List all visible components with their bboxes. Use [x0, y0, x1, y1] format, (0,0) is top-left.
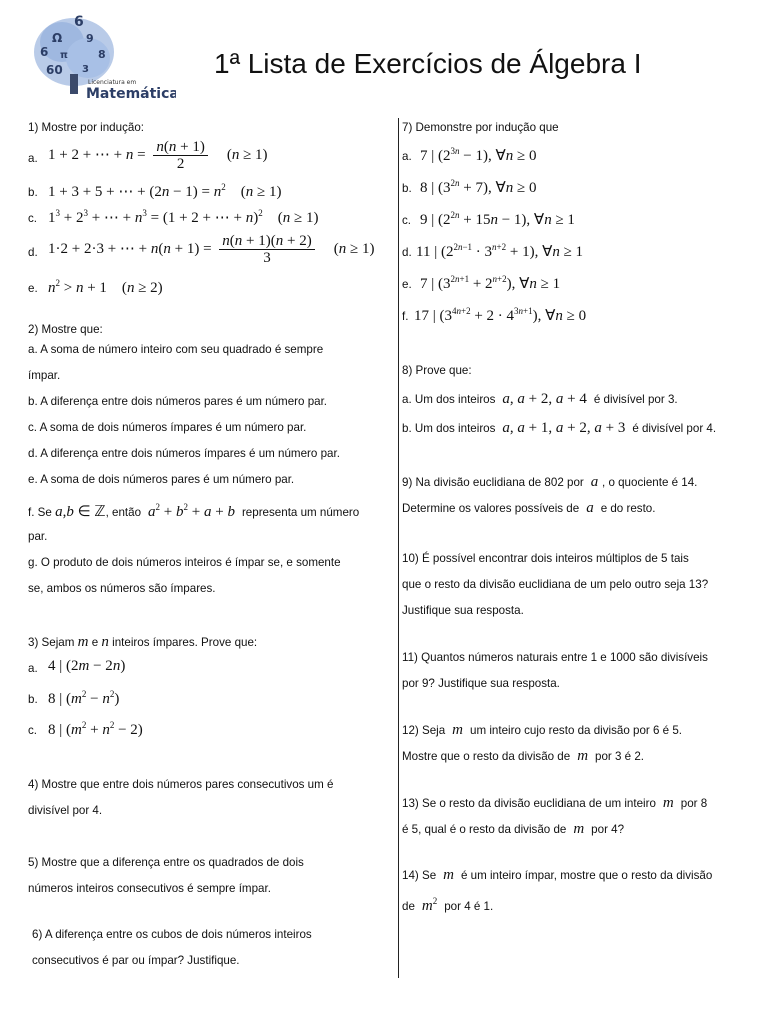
- q3-b-label: b.: [28, 693, 38, 706]
- q7-heading: 7) Demonstre por indução que: [402, 121, 559, 134]
- q1-e-label: e.: [28, 282, 38, 295]
- q12-line1: 12) Seja m um inteiro cujo resto da divisão por 6 é 5.: [402, 722, 683, 738]
- page-title: 1ª Lista de Exercícios de Álgebra I: [214, 48, 642, 79]
- q7-c-label: c.: [402, 214, 412, 227]
- tree-logo-icon: [26, 12, 176, 100]
- svg-text:6: 6: [40, 45, 49, 59]
- q3-c-label: c.: [28, 724, 38, 737]
- q2-d: d. A diferença entre dois números ímpares é um número par.: [28, 447, 340, 460]
- q4-line2: divisível por 4.: [28, 804, 103, 817]
- q1-d-label: d.: [28, 246, 38, 259]
- q3-c-formula: 8 | $(m^2 + n^2 - 2)$: [48, 720, 143, 738]
- q10-line3: Justifique sua resposta.: [402, 604, 524, 617]
- q7-b-label: b.: [402, 182, 412, 195]
- q10-line2: que o resto da divisão euclidiana de um pelo outro seja 13?: [402, 578, 709, 591]
- q1-a-label: a.: [28, 152, 38, 165]
- svg-text:8: 8: [98, 48, 106, 61]
- q13-line2: é 5, qual é o resto da divisão de m por 4?: [402, 821, 625, 837]
- q7-b-formula: 8 | $(3^{2n} + 7)$, ∀n ≥ 0: [420, 178, 537, 196]
- q14-line1: 14) Se m é um inteiro ímpar, mostre que o resto da divisão: [402, 867, 713, 883]
- q7-d-formula: 11 | $(2^{2n-1} \cdot 3^{n+2} + 1)$, ∀n ≥ 1: [416, 242, 584, 260]
- svg-text:6: 6: [74, 14, 84, 30]
- q8-a: a. Um dos inteiros a, a + 2, a + 4 é divisível por 3.: [402, 391, 678, 407]
- q1-c-formula: $1^3 + 2^3$ + ⋯ + $n^3 = (1 + 2$ + ⋯ + n)$^2$ (n ≥ 1): [48, 208, 319, 226]
- q7-f-label: f.: [402, 310, 409, 323]
- q3-b-formula: 8 | $(m^2 - n^2)$: [48, 689, 120, 707]
- q13-line1: 13) Se o resto da divisão euclidiana de um inteiro m por 8: [402, 795, 708, 811]
- svg-text:π: π: [60, 50, 68, 61]
- q11-line2: por 9? Justifique sua resposta.: [402, 677, 560, 690]
- q1-a-formula: 1 + 2 + ⋯ + n = $\frac{n(n + 1)}{2}$ (n ≥ 1): [48, 139, 268, 172]
- q6-line2: consecutivos é par ou ímpar? Justifique.: [32, 954, 240, 967]
- q5-line1: 5) Mostre que a diferença entre os quadrados de dois: [28, 856, 304, 869]
- q1-d-formula: 1·2 + 2·3 + ⋯ + n(n + 1) = $\frac{n(n + 1)(n + 2)}{3}$ (n ≥ 1): [48, 233, 375, 266]
- q2-a-line2: ímpar.: [28, 369, 61, 382]
- q9-line1: 9) Na divisão euclidiana de 802 por a , o quociente é 14.: [402, 474, 698, 490]
- q3-heading: 3) Sejam m e n inteiros ímpares. Prove que:: [28, 634, 258, 650]
- q7-f-formula: 17 | $(3^{4n+2} + 2 \cdot 4^{3n+1})$, ∀n ≥ 0: [414, 306, 587, 324]
- svg-text:3: 3: [82, 64, 89, 75]
- q1-c-label: c.: [28, 212, 38, 225]
- q1-b-label: b.: [28, 186, 38, 199]
- q7-e-formula: 7 | $(3^{2n+1} + 2^{n+2})$, ∀n ≥ 1: [420, 274, 561, 292]
- column-divider: [398, 118, 399, 978]
- q10-line1: 10) É possível encontrar dois inteiros múltiplos de 5 tais: [402, 552, 689, 565]
- q2-a-line1: a. A soma de número inteiro com seu quadrado é sempre: [28, 343, 324, 356]
- q3-a-formula: 4 | (2m − 2n): [48, 658, 126, 674]
- q1-b-formula: 1 + 3 + 5 + ⋯ + $(2n - 1) = n^2$ (n ≥ 1): [48, 182, 282, 200]
- q1-e-formula: $n^2 > n + 1$ (n ≥ 2): [48, 278, 163, 296]
- q2-b: b. A diferença entre dois números pares é um número par.: [28, 395, 328, 408]
- q2-f-line2: par.: [28, 530, 48, 543]
- svg-text:Licenciatura em: Licenciatura em: [88, 79, 137, 86]
- q12-line2: Mostre que o resto da divisão de m por 3 é 2.: [402, 748, 645, 764]
- q7-e-label: e.: [402, 278, 412, 291]
- q8-heading: 8) Prove que:: [402, 364, 472, 377]
- svg-text:Matemática: Matemática: [86, 86, 176, 100]
- q14-line2: de $m^2$ por 4 é 1.: [402, 896, 494, 914]
- q2-g-line2: se, ambos os números são ímpares.: [28, 582, 216, 595]
- q2-heading: 2) Mostre que:: [28, 323, 103, 336]
- q7-c-formula: 9 | $(2^{2n} + 15n - 1)$, ∀n ≥ 1: [420, 210, 575, 228]
- q7-a-label: a.: [402, 150, 412, 163]
- q1-heading: 1) Mostre por indução:: [28, 121, 144, 134]
- q11-line1: 11) Quantos números naturais entre 1 e 1000 são divisíveis: [402, 651, 708, 664]
- q2-e: e. A soma de dois números pares é um número par.: [28, 473, 295, 486]
- svg-text:Ω: Ω: [52, 31, 63, 45]
- svg-text:60: 60: [46, 63, 63, 77]
- q8-b: b. Um dos inteiros a, a + 1, a + 2, a + 3 é divisível por 4.: [402, 420, 717, 436]
- q4-line1: 4) Mostre que entre dois números pares consecutivos um é: [28, 778, 334, 791]
- q7-d-label: d.: [402, 246, 412, 259]
- q9-line2: Determine os valores possíveis de a e do resto.: [402, 500, 656, 516]
- q6-line1: 6) A diferença entre os cubos de dois números inteiros: [32, 928, 312, 941]
- q3-a-label: a.: [28, 662, 38, 675]
- q5-line2: números inteiros consecutivos é sempre ímpar.: [28, 882, 271, 895]
- q2-c: c. A soma de dois números ímpares é um número par.: [28, 421, 307, 434]
- q7-a-formula: 7 | $(2^{3n} - 1)$, ∀n ≥ 0: [420, 146, 537, 164]
- logo: [26, 12, 176, 100]
- q2-g-line1: g. O produto de dois números inteiros é ímpar se, e somente: [28, 556, 341, 569]
- q2-f-line1: f. Se a,b ∈ ℤ, então $a^2 + b^2 + a + b$ representa um número: [28, 502, 360, 520]
- svg-text:9: 9: [86, 32, 94, 45]
